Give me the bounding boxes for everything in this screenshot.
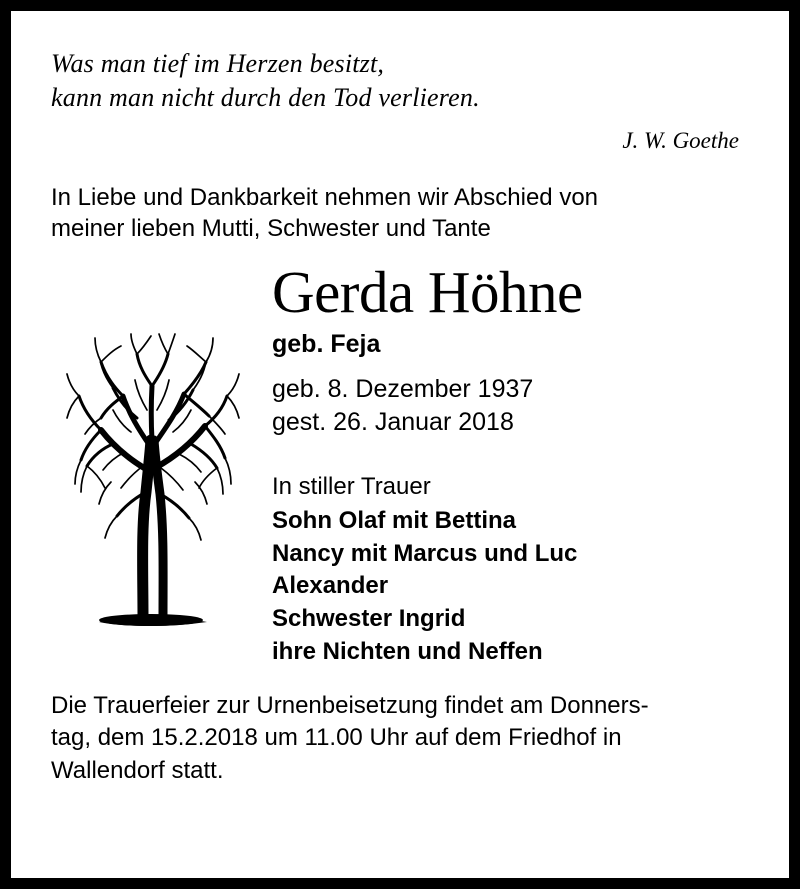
quote-line-1: Was man tief im Herzen besitzt,	[51, 49, 385, 78]
closing-line-1: Die Trauerfeier zur Urnenbeisetzung findet am Donners-	[51, 692, 649, 720]
tree-illustration-container	[51, 262, 266, 632]
notice-body	[51, 259, 749, 668]
mourner-line: Alexander	[272, 572, 389, 600]
deceased-name: Gerda Höhne	[272, 259, 583, 325]
birth-date: geb. 8. Dezember 1937	[272, 375, 534, 404]
maiden-name: geb. Feja	[272, 330, 381, 359]
closing-line-3: Wallendorf statt.	[51, 756, 224, 784]
intro-text	[51, 182, 749, 244]
mourners-list	[272, 505, 749, 668]
bare-tree-icon	[51, 322, 256, 632]
quote-author: J. W. Goethe	[622, 127, 739, 153]
life-dates	[272, 373, 749, 439]
funeral-details	[51, 690, 749, 786]
death-date: gest. 26. Januar 2018	[272, 408, 514, 437]
quote-line-2: kann man nicht durch den Tod verlieren.	[51, 83, 480, 113]
mourner-line: Sohn Olaf mit Bettina	[272, 507, 517, 535]
epigraph-quote	[51, 47, 749, 116]
intro-line-1: In Liebe und Dankbarkeit nehmen wir Abschied von	[51, 183, 599, 211]
mourning-label: In stiller Trauer	[272, 473, 431, 501]
closing-line-2: tag, dem 15.2.2018 um 11.00 Uhr auf dem Friedhof in	[51, 724, 622, 752]
deceased-details	[266, 259, 749, 668]
mourner-line: Nancy mit Marcus und Luc	[272, 539, 578, 567]
mourner-line: Schwester Ingrid	[272, 605, 466, 633]
intro-line-2: meiner lieben Mutti, Schwester und Tante	[51, 214, 491, 242]
mourner-line: ihre Nichten und Neffen	[272, 637, 543, 665]
